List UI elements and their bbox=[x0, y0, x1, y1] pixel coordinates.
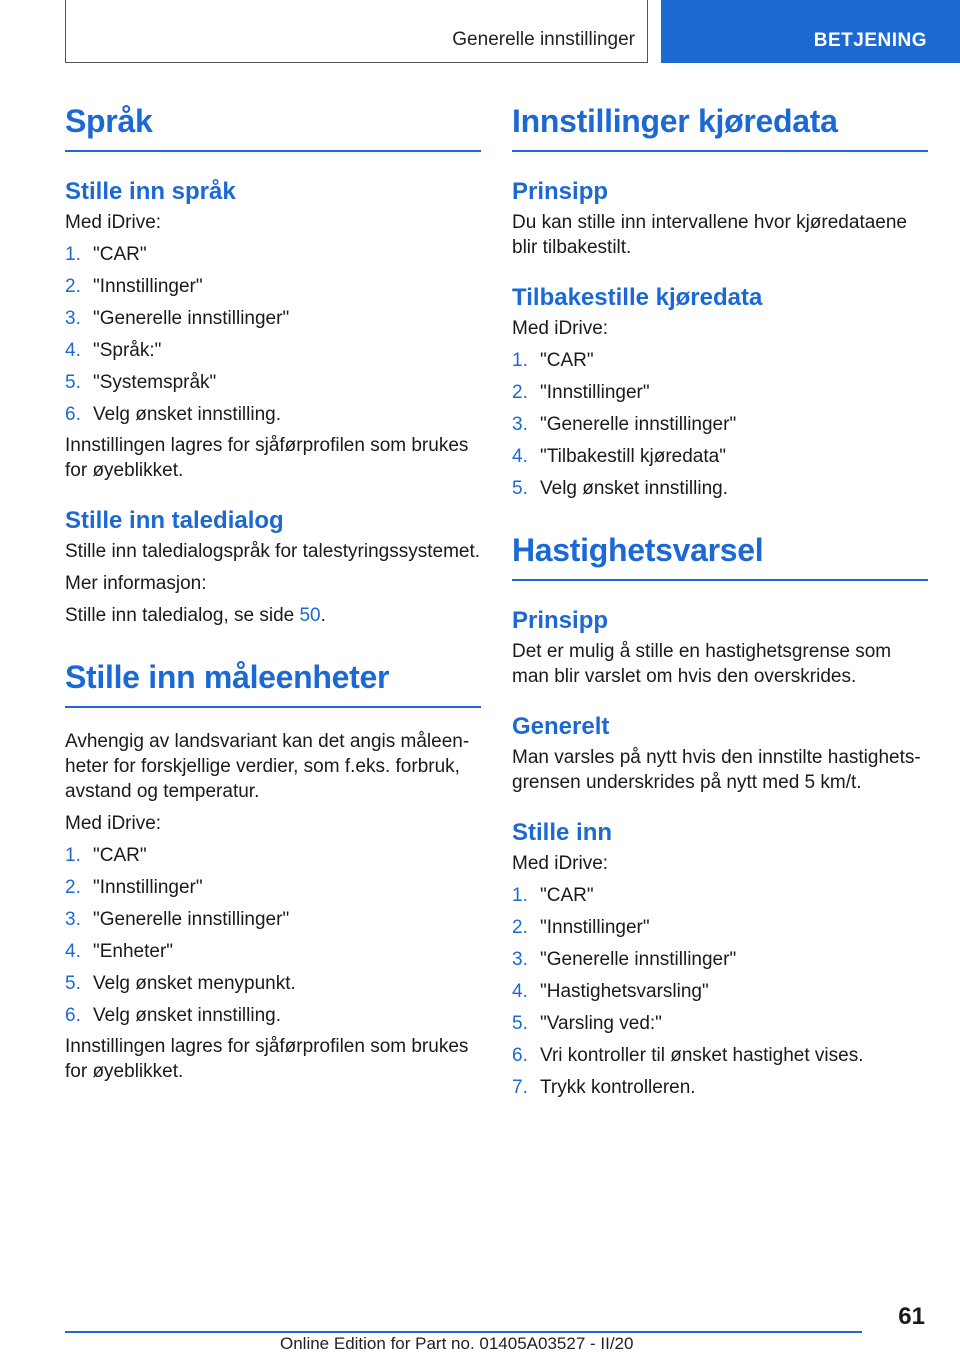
heading-tilbakestille: Tilbakestille kjøredata bbox=[512, 284, 763, 311]
heading-kjoredata: Innstillinger kjøredata bbox=[512, 100, 928, 152]
list-item bbox=[65, 971, 481, 996]
list-item-number: 7. bbox=[512, 1077, 528, 1098]
list-item-text: "CAR" bbox=[540, 885, 594, 906]
heading-generelt: Generelt bbox=[512, 713, 610, 740]
list-item-text: Velg ønsket menypunkt. bbox=[93, 973, 296, 994]
note-profile: Innstillingen lagres for sjåførprofilen som brukes for øyeblikket. bbox=[65, 1036, 469, 1082]
steps-list-tilbakestille bbox=[512, 348, 928, 501]
list-item bbox=[65, 338, 481, 363]
list-item bbox=[65, 939, 481, 964]
list-item bbox=[65, 274, 481, 299]
list-item-text: "Innstillinger" bbox=[93, 276, 203, 297]
list-item bbox=[512, 1075, 928, 1100]
heading-hastighetsvarsel: Hastighetsvarsel bbox=[512, 529, 928, 581]
list-item-number: 6. bbox=[65, 404, 81, 425]
heading-stille-inn-sprak: Stille inn språk bbox=[65, 178, 236, 205]
list-item-number: 6. bbox=[65, 1005, 81, 1026]
heading-taledialog: Stille inn taledialog bbox=[65, 507, 284, 534]
list-item-number: 1. bbox=[512, 885, 528, 906]
list-item bbox=[65, 843, 481, 868]
heading-stille-inn: Stille inn bbox=[512, 819, 613, 846]
list-item-text: "Generelle innstillinger" bbox=[93, 909, 290, 930]
list-item-text: "Varsling ved:" bbox=[540, 1013, 662, 1034]
heading-maleenheter: Stille inn måleenheter bbox=[65, 656, 481, 708]
list-item-text: "CAR" bbox=[93, 244, 147, 265]
steps-list-maleenheter bbox=[65, 843, 481, 1028]
list-item-number: 4. bbox=[512, 981, 528, 1002]
list-item-text: "Generelle innstillinger" bbox=[93, 308, 290, 329]
list-item bbox=[512, 348, 928, 373]
list-item-text: "Enheter" bbox=[93, 941, 174, 962]
list-item-number: 3. bbox=[512, 949, 528, 970]
list-item-number: 3. bbox=[65, 909, 81, 930]
list-item-number: 6. bbox=[512, 1045, 528, 1066]
list-item-number: 3. bbox=[512, 414, 528, 435]
list-item bbox=[512, 476, 928, 501]
prinsipp-text: Det er mulig å stille en hastighetsgrense som man blir varslet om hvis den overskrides. bbox=[512, 641, 892, 687]
list-item bbox=[65, 306, 481, 331]
note-profile: Innstillingen lagres for sjåførprofilen som brukes for øyeblikket. bbox=[65, 435, 469, 481]
list-item-number: 4. bbox=[65, 941, 81, 962]
list-item-number: 1. bbox=[65, 845, 81, 866]
heading-sprak: Språk bbox=[65, 100, 481, 152]
list-item bbox=[512, 412, 928, 437]
list-item-text: "Hastighetsvarsling" bbox=[540, 981, 709, 1002]
list-item bbox=[512, 947, 928, 972]
page-link[interactable]: 50 bbox=[299, 605, 321, 626]
med-idrive-label: Med iDrive: bbox=[65, 212, 162, 233]
list-item-text: "Innstillinger" bbox=[540, 917, 650, 938]
list-item bbox=[65, 907, 481, 932]
list-item-number: 2. bbox=[512, 917, 528, 938]
list-item-number: 5. bbox=[65, 973, 81, 994]
list-item bbox=[512, 883, 928, 908]
page-number: 61 bbox=[898, 1303, 925, 1330]
list-item-number: 2. bbox=[65, 877, 81, 898]
footer-edition: Online Edition for Part no. 01405A03527 - II/20 bbox=[280, 1334, 634, 1353]
see-page-prefix: Stille inn taledialog, se side bbox=[65, 605, 300, 626]
taledialog-text: Stille inn taledialogspråk for talestyringssystemet. bbox=[65, 541, 481, 562]
maleenheter-text: Avhengig av landsvariant kan det angis måleenheter for forskjellige verdier, som f.eks. forbruk, avstand og temperatur. bbox=[65, 731, 470, 802]
list-item bbox=[65, 875, 481, 900]
list-item-number: 5. bbox=[512, 1013, 528, 1034]
list-item-number: 4. bbox=[512, 446, 528, 467]
list-item-text: "Innstillinger" bbox=[93, 877, 203, 898]
list-item-text: "Innstillinger" bbox=[540, 382, 650, 403]
list-item-number: 5. bbox=[65, 372, 81, 393]
heading-prinsipp: Prinsipp bbox=[512, 607, 609, 634]
list-item-text: "Generelle innstillinger" bbox=[540, 414, 737, 435]
list-item-text: "Tilbakestill kjøredata" bbox=[540, 446, 726, 467]
list-item-number: 1. bbox=[65, 244, 81, 265]
list-item-text: "CAR" bbox=[540, 350, 594, 371]
list-item-number: 3. bbox=[65, 308, 81, 329]
list-item-text: Velg ønsket innstilling. bbox=[93, 1005, 281, 1026]
list-item bbox=[65, 370, 481, 395]
header-chapter-box bbox=[661, 0, 960, 63]
list-item-text: Velg ønsket innstilling. bbox=[93, 404, 281, 425]
list-item-number: 4. bbox=[65, 340, 81, 361]
steps-list-sprak bbox=[65, 242, 481, 427]
list-item bbox=[65, 1003, 481, 1028]
header-chapter-title: BETJENING bbox=[813, 30, 927, 51]
prinsipp-text: Du kan stille inn intervallene hvor kjøredataene blir tilbakestilt. bbox=[512, 212, 907, 258]
list-item bbox=[512, 979, 928, 1004]
list-item bbox=[512, 380, 928, 405]
list-item-text: Velg ønsket innstilling. bbox=[540, 478, 728, 499]
list-item bbox=[65, 402, 481, 427]
heading-prinsipp: Prinsipp bbox=[512, 178, 609, 205]
med-idrive-label: Med iDrive: bbox=[65, 813, 162, 834]
list-item-text: Trykk kontrolleren. bbox=[540, 1077, 696, 1098]
list-item-number: 2. bbox=[65, 276, 81, 297]
list-item-text: "Systemspråk" bbox=[93, 372, 217, 393]
list-item bbox=[512, 1043, 928, 1068]
more-info-label: Mer informasjon: bbox=[65, 573, 207, 594]
list-item-number: 2. bbox=[512, 382, 528, 403]
med-idrive-label: Med iDrive: bbox=[512, 853, 609, 874]
list-item-text: Vri kontroller til ønsket hastighet vises. bbox=[540, 1045, 864, 1066]
list-item bbox=[512, 1011, 928, 1036]
steps-list-hastighet bbox=[512, 883, 928, 1100]
see-page-suffix: . bbox=[320, 605, 326, 626]
header-section-box bbox=[65, 0, 648, 63]
list-item-text: "Generelle innstillinger" bbox=[540, 949, 737, 970]
list-item bbox=[65, 242, 481, 267]
list-item bbox=[512, 444, 928, 469]
list-item-number: 1. bbox=[512, 350, 528, 371]
list-item bbox=[512, 915, 928, 940]
header-section-title: Generelle innstillinger bbox=[452, 29, 635, 50]
list-item-text: "CAR" bbox=[93, 845, 147, 866]
right-column bbox=[512, 100, 928, 1100]
list-item-number: 5. bbox=[512, 478, 528, 499]
footer-divider bbox=[65, 1331, 862, 1333]
left-column bbox=[65, 100, 481, 1084]
see-page-reference bbox=[65, 603, 481, 628]
generelt-text: Man varsles på nytt hvis den innstilte hastighetsgrensen underskrides på nytt med 5 km/t. bbox=[512, 747, 921, 793]
med-idrive-label: Med iDrive: bbox=[512, 318, 609, 339]
list-item-text: "Språk:" bbox=[93, 340, 162, 361]
